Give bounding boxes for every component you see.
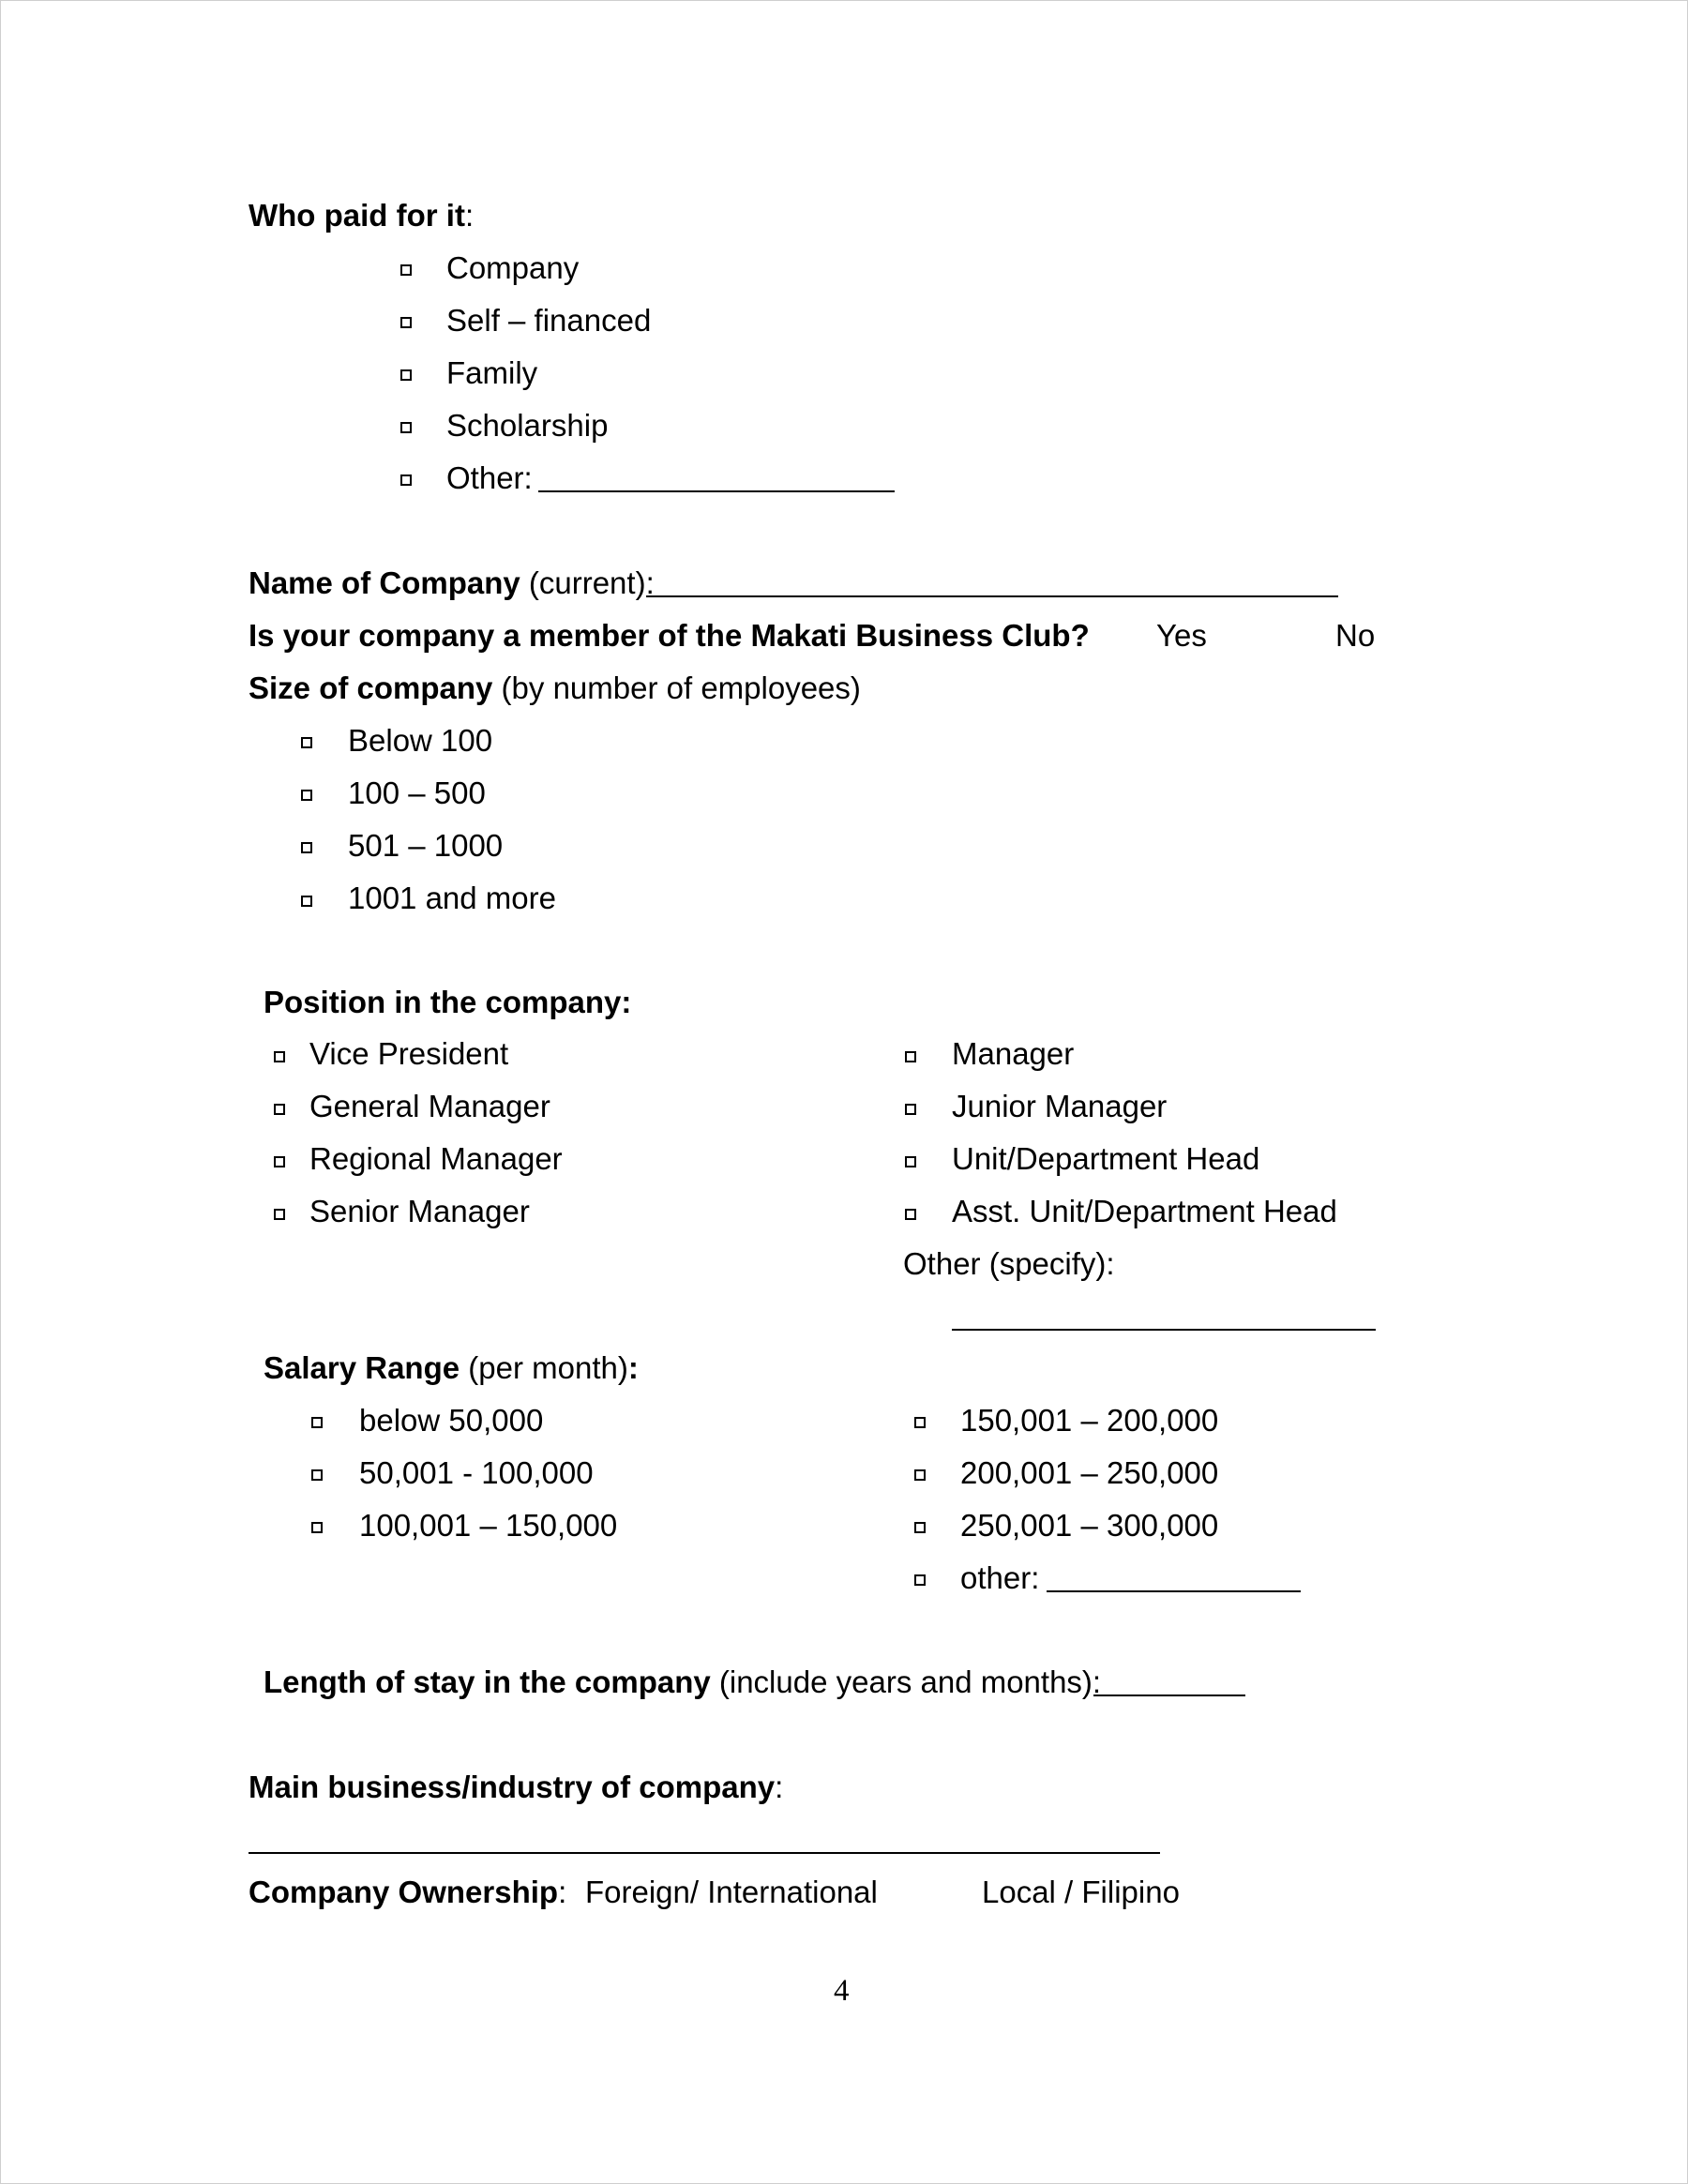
salary-other-blank[interactable] [1047,1590,1301,1592]
industry-row [249,1769,783,1806]
paid-option-self: Self – financed [446,303,652,338]
salary-label: Salary Range [264,1350,460,1385]
size-option-below100: Below 100 [348,723,493,758]
paid-option-other: Other: [446,460,533,495]
salary-option-250k-300k: 250,001 – 300,000 [960,1508,1219,1543]
position-option-manager: Manager [952,1036,1075,1071]
position-jm-checkbox[interactable] [905,1104,916,1115]
paid-heading [249,197,474,234]
paid-scholarship-checkbox[interactable] [400,422,412,433]
mbc-yes-option[interactable]: Yes [1156,618,1207,653]
salary-150k-200k-checkbox[interactable] [914,1417,926,1428]
salary-option-below50k: below 50,000 [359,1403,544,1438]
size-label: Size of company [249,670,493,705]
size-501-1000-checkbox[interactable] [301,842,312,853]
salary-50k-100k-checkbox[interactable] [311,1469,323,1481]
position-option-gm: General Manager [309,1089,550,1123]
paid-option-company: Company [446,250,580,285]
paid-colon: : [464,198,475,233]
position-other-label: Other (specify): [903,1246,1115,1281]
position-option-vp: Vice President [309,1036,509,1071]
position-udh-checkbox[interactable] [905,1156,916,1167]
size-below100-checkbox[interactable] [301,737,312,748]
position-option-jm: Junior Manager [952,1089,1168,1123]
ownership-local-option[interactable]: Local / Filipino [982,1875,1180,1909]
industry-label: Main business/industry of company [249,1770,776,1804]
size-option-100-500: 100 – 500 [348,776,486,810]
ownership-label: Company Ownership [249,1875,559,1909]
paid-other-checkbox[interactable] [400,474,412,486]
salary-option-100k-150k: 100,001 – 150,000 [359,1508,618,1543]
ownership-heading [249,1874,566,1911]
company-name-note: (current): [520,565,655,600]
paid-company-checkbox[interactable] [400,264,412,276]
salary-option-other: other: [960,1560,1040,1595]
mbc-question: Is your company a member of the Makati Business Club? [249,618,1090,653]
salary-100k-150k-checkbox[interactable] [311,1522,323,1533]
size-1001-checkbox[interactable] [301,896,312,907]
position-option-audh: Asst. Unit/Department Head [952,1194,1337,1228]
size-note: (by number of employees) [492,670,861,705]
salary-below50k-checkbox[interactable] [311,1417,323,1428]
company-name-row [249,565,655,602]
position-rm-checkbox[interactable] [274,1156,285,1167]
position-option-rm: Regional Manager [309,1141,563,1176]
position-gm-checkbox[interactable] [274,1104,285,1115]
paid-option-scholarship: Scholarship [446,408,609,443]
size-heading [249,670,861,707]
salary-note: (per month) [460,1350,628,1385]
position-other-blank[interactable] [952,1329,1376,1331]
mbc-no-option[interactable]: No [1335,618,1376,653]
length-row [264,1664,1101,1701]
position-manager-checkbox[interactable] [905,1051,916,1062]
position-option-udh: Unit/Department Head [952,1141,1260,1176]
company-name-label: Name of Company [249,565,520,600]
salary-250k-300k-checkbox[interactable] [914,1522,926,1533]
position-option-sm: Senior Manager [309,1194,530,1228]
length-blank[interactable] [1093,1694,1245,1696]
size-option-501-1000: 501 – 1000 [348,828,504,863]
position-audh-checkbox[interactable] [905,1209,916,1220]
position-label: Position in the company: [264,985,632,1019]
page-number: 4 [834,1974,850,2008]
paid-label: Who paid for it [249,198,465,233]
paid-self-checkbox[interactable] [400,317,412,328]
industry-colon: : [775,1770,784,1804]
length-label: Length of stay in the company [264,1664,711,1699]
paid-other-blank[interactable] [538,490,895,492]
position-vp-checkbox[interactable] [274,1051,285,1062]
salary-200k-250k-checkbox[interactable] [914,1469,926,1481]
company-name-blank[interactable] [646,595,1338,597]
length-note: (include years and months): [710,1664,1102,1699]
salary-other-checkbox[interactable] [914,1574,926,1586]
salary-heading [264,1349,639,1387]
size-option-1001: 1001 and more [348,881,556,915]
industry-blank[interactable] [249,1852,1160,1854]
size-100-500-checkbox[interactable] [301,790,312,801]
paid-option-family: Family [446,355,538,390]
paid-family-checkbox[interactable] [400,369,412,381]
salary-option-150k-200k: 150,001 – 200,000 [960,1403,1219,1438]
ownership-foreign-option[interactable]: Foreign/ International [585,1875,878,1909]
salary-option-200k-250k: 200,001 – 250,000 [960,1455,1219,1490]
salary-option-50k-100k: 50,001 - 100,000 [359,1455,594,1490]
position-sm-checkbox[interactable] [274,1209,285,1220]
ownership-colon: : [558,1875,567,1909]
salary-colon: : [627,1350,639,1385]
